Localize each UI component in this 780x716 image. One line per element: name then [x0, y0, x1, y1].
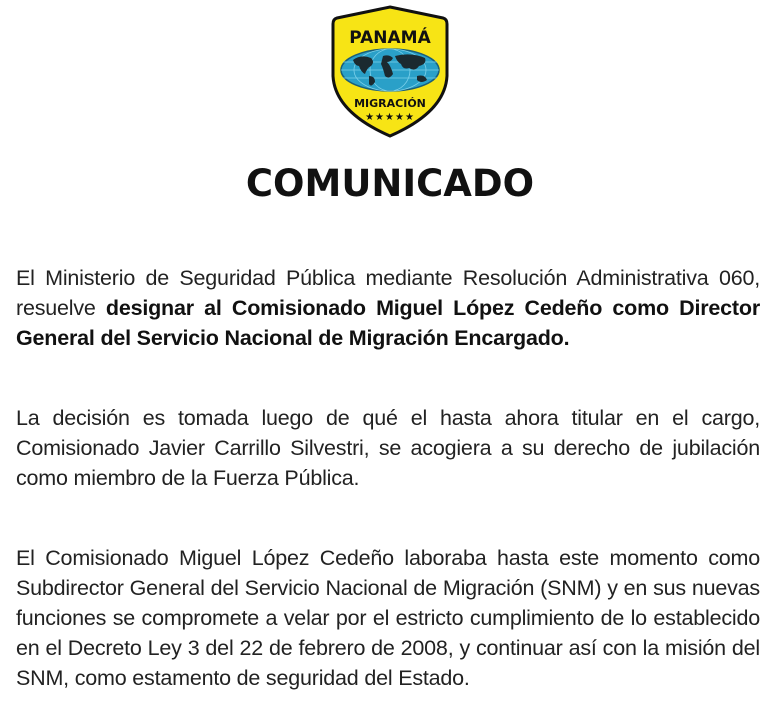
page-title: COMUNICADO — [245, 162, 535, 205]
shield-emblem-icon — [331, 4, 449, 140]
paragraph-appointment — [16, 263, 760, 353]
paragraph-duties: El Comisionado Miguel López Cedeño laboraba hasta este momento como Subdirector General del Servicio Nacional de Migración (SNM) y en sus nuevas funciones se compromete a velar por el estricto cumplimiento de lo establecido en el Decreto Ley 3 del 22 de febrero de 2008, y continuar así con la misión del SNM, como estamento de seguridad del Estado. — [16, 546, 760, 690]
logo-stars: ★★★★★ — [365, 112, 415, 123]
paragraph-appointment-intro: El Ministerio de Seguridad Pública mediante Resolución Administrativa 060, resuelve — [16, 266, 760, 320]
paragraph-appointment-bold: designar al Comisionado Miguel López Cedeño como Director General del Servicio Nacional de Migración Encargado. — [16, 296, 760, 350]
logo-bottom-text: MIGRACIÓN — [354, 97, 426, 110]
logo-top-text: PANAMÁ — [349, 28, 431, 48]
paragraph-retirement: La decisión es tomada luego de qué el hasta ahora titular en el cargo, Comisionado Javier Carrillo Silvestri, se acogiera a su derecho de jubilación como miembro de la Fuerza Pública. — [16, 406, 760, 490]
panama-migracion-logo — [331, 4, 449, 140]
